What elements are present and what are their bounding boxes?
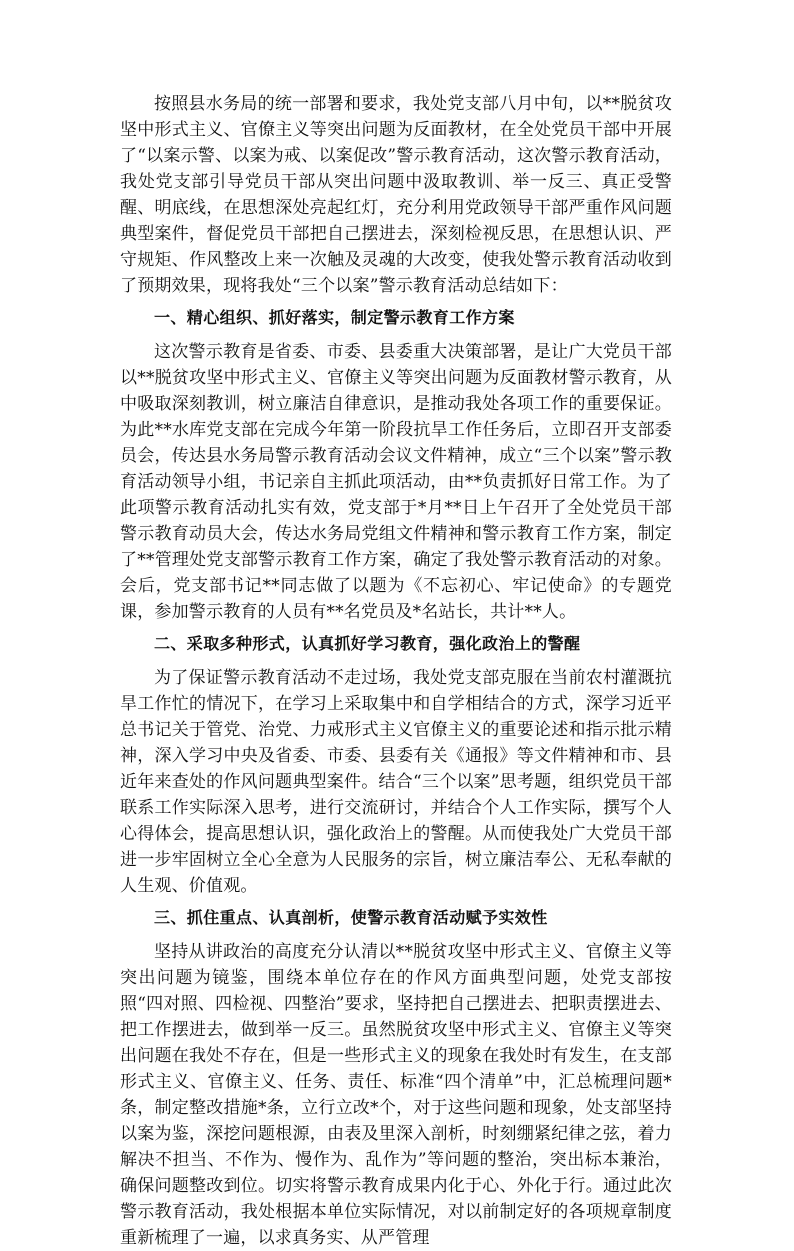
section-heading-1: 一、精心组织、抓好落实，制定警示教育工作方案 (154, 308, 515, 327)
section-body-1: 这次警示教育是省委、市委、县委重大决策部署，是让广大党员干部以**脱贫攻坚中形式主义、官僚主义等突出问题为反面教材警示教育，从中吸取深刻教训，树立廉洁自律意识，是推动我处各项工作的重要保证。为此**水库党支部在完成今年第一阶段抗旱工作任务后，立即召开支部委员会，传达县水务局警示教育活动会议文件精神，成立“三个以案”警示教育活动领导小组，书记亲自主抓此项活动，由**负责抓好日常工作。为了此项警示教育活动扎实有效，党支部于*月**日上午召开了全处党员干部警示教育动员大会，传达水务局党组文件精神和警示教育工作方案，制定了**管理处党支部警示教育工作方案，确定了我处警示教育活动的对象。会后，党支部书记**同志做了以题为《不忘初心、牢记使命》的专题党课，参加警示教育的人员有**名党员及*名站长，共计**人。 (120, 342, 672, 622)
section-body-2: 为了保证警示教育活动不走过场，我处党支部克服在当前农村灌溉抗旱工作忙的情况下，在学习上采取集中和自学相结合的方式，深学习近平总书记关于管党、治党、力戒形式主义官僚主义的重要论述和指示批示精神，深入学习中央及省委、市委、县委有关《通报》等文件精神和市、县近年来查处的作风问题典型案件。结合“三个以案”思考题，组织党员干部联系工作实际深入思考，进行交流研讨，并结合个人工作实际，撰写个人心得体会，提高思想认识，强化政治上的警醒。从而使我处广大党员干部进一步牢固树立全心全意为人民服务的宗旨，树立廉洁奉公、无私奉献的人生观、价值观。 (120, 668, 672, 896)
section-body-3: 坚持从讲政治的高度充分认清以**脱贫攻坚中形式主义、官僚主义等突出问题为镜鉴，围绕本单位存在的作风方面典型问题，处党支部按照“四对照、四检视、四整治”要求，坚持把自己摆进去、把职责摆进去、把工作摆进去，做到举一反三。虽然脱贫攻坚中形式主义、官僚主义等突出问题在我处不存在，但是一些形式主义的现象在我处时有发生，在支部形式主义、官僚主义、任务、责任、标准“四个清单”中，汇总梳理问题*条，制定整改措施*条，立行立改*个，对于这些问题和现象，处支部坚持以案为鉴，深挖问题根源，由表及里深入剖析，时刻绷紧纪律之弦，着力解决不担当、不作为、慢作为、乱作为”等问题的整治，突出标本兼治，确保问题整改到位。切实将警示教育成果内化于心、外化于行。通过此次警示教育活动，我处根据本单位实际情况，对以前制定好的各项规章制度重新梳理了一遍，以求真务实、从严管理 (120, 942, 672, 1248)
section-heading-3: 三、抓住重点、认真剖析，使警示教育活动赋予实效性 (154, 908, 548, 927)
document-body (120, 91, 672, 1251)
section-heading-2: 二、采取多种形式，认真抓好学习教育，强化政治上的警醒 (154, 634, 581, 653)
intro-paragraph: 按照县水务局的统一部署和要求，我处党支部八月中旬，以**脱贫攻坚中形式主义、官僚主义等突出问题为反面教材，在全处党员干部中开展了“以案示警、以案为戒、以案促改”警示教育活动，这次警示教育活动，我处党支部引导党员干部从突出问题中汲取教训、举一反三、真正受警醒、明底线，在思想深处亮起红灯，充分利用党政领导干部严重作风问题典型案件，督促党员干部把自己摆进去，深刻检视反思，在思想认识、严守规矩、作风整改上来一次触及灵魂的大改变，使我处警示教育活动收到了预期效果，现将我处“三个以案”警示教育活动总结如下： (120, 94, 672, 296)
